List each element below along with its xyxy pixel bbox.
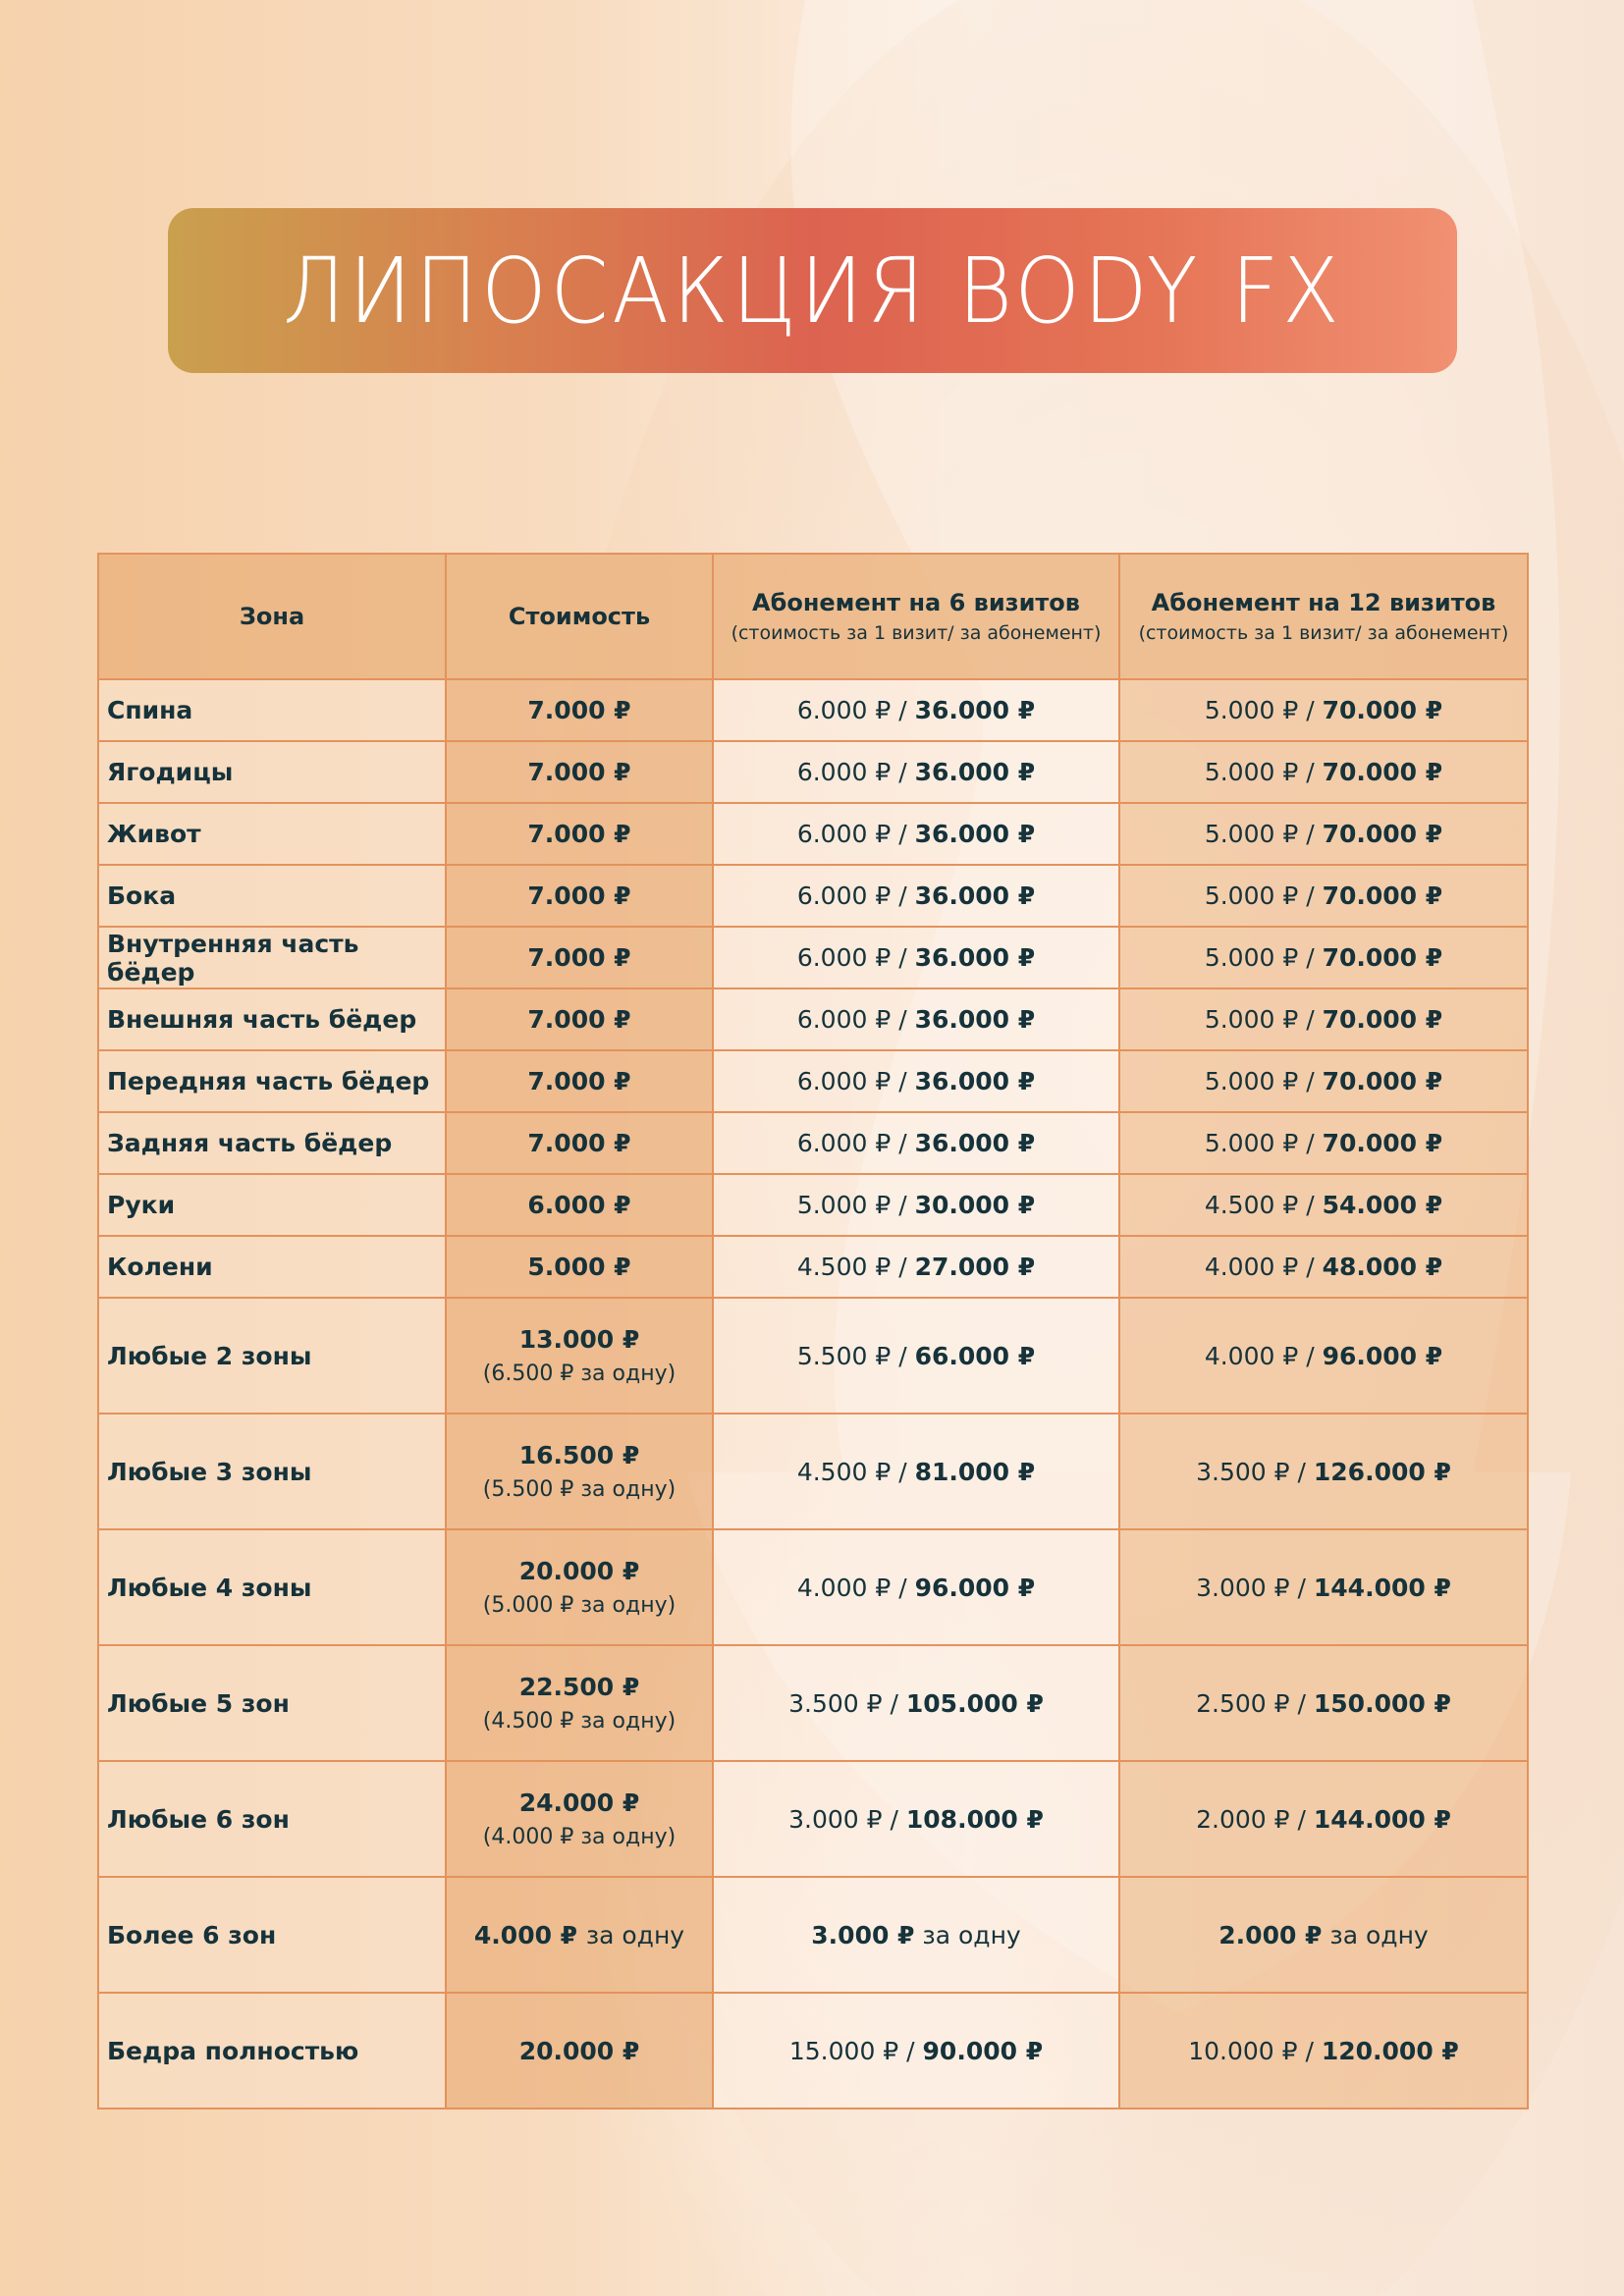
zone-label: Любые 6 зон	[107, 1804, 290, 1834]
sub12-cell: 5.000 ₽ / 70.000 ₽	[1119, 679, 1528, 741]
sub6-cell: 3.500 ₽ / 105.000 ₽	[713, 1645, 1119, 1761]
sub12-cell-total: 70.000 ₽	[1322, 1067, 1443, 1095]
sub6-cell: 6.000 ₽ / 36.000 ₽	[713, 927, 1119, 988]
table-row	[98, 1298, 1528, 1414]
sub12-cell-total: 48.000 ₽	[1322, 1253, 1443, 1281]
price-table	[97, 553, 1529, 2109]
sub6-cell: 6.000 ₽ / 36.000 ₽	[713, 988, 1119, 1050]
zone-label: Любые 5 зон	[107, 1688, 290, 1718]
zone-cell	[98, 1414, 446, 1529]
table-row	[98, 988, 1528, 1050]
sub12-cell: 4.000 ₽ / 48.000 ₽	[1119, 1236, 1528, 1298]
price-cell-value: 4.000 ₽	[473, 1920, 578, 1949]
sub6-cell-visit: 6.000 ₽	[796, 1005, 892, 1034]
zone-label: Задняя часть бёдер	[107, 1129, 393, 1157]
sub6-cell-total: 96.000 ₽	[914, 1573, 1036, 1602]
zone-label: Любые 3 зоны	[107, 1457, 312, 1486]
table-row	[98, 1050, 1528, 1112]
price-per-zone: (5.000 ₽ за одну)	[482, 1593, 677, 1618]
sub6-cell-visit: 6.000 ₽	[796, 881, 892, 910]
sub12-cell-total: 70.000 ₽	[1322, 881, 1443, 910]
zone-label: Живот	[107, 820, 201, 848]
sub12-cell-visit: 3.500 ₽	[1196, 1457, 1290, 1486]
zone-label: Бока	[107, 881, 177, 910]
price-cell	[446, 679, 713, 741]
sub6-cell-suffix: за одну	[922, 1920, 1021, 1949]
zone-cell	[98, 741, 446, 803]
price-value: 7.000 ₽	[527, 943, 631, 972]
price-cell	[446, 1236, 713, 1298]
zone-cell	[98, 1298, 446, 1414]
sub6-cell: 6.000 ₽ / 36.000 ₽	[713, 865, 1119, 927]
zone-label: Бедра полностью	[107, 2036, 359, 2065]
sub6-cell-visit: 6.000 ₽	[796, 820, 892, 848]
table-row	[98, 1529, 1528, 1645]
price-cell	[446, 1993, 713, 2109]
price-cell	[446, 1414, 713, 1529]
sub6-cell: 6.000 ₽ / 36.000 ₽	[713, 741, 1119, 803]
sub12-cell: 4.500 ₽ / 54.000 ₽	[1119, 1174, 1528, 1236]
sub6-cell-visit: 6.000 ₽	[796, 1067, 892, 1095]
price-cell	[446, 865, 713, 927]
sub12-cell: 10.000 ₽ / 120.000 ₽	[1119, 1993, 1528, 2109]
sub12-cell-total: 144.000 ₽	[1313, 1573, 1451, 1602]
sub6-cell-visit: 15.000 ₽	[788, 2036, 899, 2065]
sub12-cell-value: 2.000 ₽	[1218, 1920, 1323, 1949]
sub12-cell-total: 150.000 ₽	[1313, 1688, 1451, 1718]
price-value: 5.000 ₽	[527, 1253, 631, 1281]
table-row	[98, 803, 1528, 865]
sub6-cell: 6.000 ₽ / 36.000 ₽	[713, 1112, 1119, 1174]
sub6-cell-total: 36.000 ₽	[914, 1005, 1036, 1034]
sub6-cell: 4.000 ₽ / 96.000 ₽	[713, 1529, 1119, 1645]
price-value: 24.000 ₽	[518, 1789, 640, 1817]
sub12-cell-total: 70.000 ₽	[1322, 696, 1443, 724]
zone-cell	[98, 1174, 446, 1236]
table-row	[98, 741, 1528, 803]
price-value: 16.500 ₽	[518, 1441, 640, 1469]
sub6-cell-total: 36.000 ₽	[914, 943, 1036, 972]
zone-label: Ягодицы	[107, 758, 234, 786]
sub6-cell-total: 36.000 ₽	[914, 820, 1036, 848]
header-price: Стоимость	[446, 554, 713, 679]
sub12-cell-visit: 5.000 ₽	[1204, 1067, 1299, 1095]
sub12-cell-total: 54.000 ₽	[1322, 1191, 1443, 1219]
zone-label: Любые 2 зоны	[107, 1341, 312, 1370]
price-value: 20.000 ₽	[518, 1557, 640, 1585]
sub6-cell-value: 3.000 ₽	[811, 1920, 915, 1949]
price-cell	[446, 803, 713, 865]
title-banner	[168, 208, 1457, 373]
zone-label: Колени	[107, 1253, 213, 1281]
zone-cell	[98, 1877, 446, 1993]
sub12-cell-visit: 5.000 ₽	[1204, 1129, 1299, 1157]
table-row	[98, 1645, 1528, 1761]
sub12-cell-visit: 4.000 ₽	[1204, 1341, 1299, 1370]
price-value: 13.000 ₽	[518, 1325, 640, 1354]
sub6-cell-visit: 6.000 ₽	[796, 758, 892, 786]
sub6-cell: 3.000 ₽ / 108.000 ₽	[713, 1761, 1119, 1877]
sub6-cell: 15.000 ₽ / 90.000 ₽	[713, 1993, 1119, 2109]
sub12-cell-visit: 5.000 ₽	[1204, 943, 1299, 972]
sub6-cell-total: 105.000 ₽	[905, 1688, 1044, 1718]
sub6-cell: 6.000 ₽ / 36.000 ₽	[713, 1050, 1119, 1112]
price-per-zone: (4.500 ₽ за одну)	[482, 1709, 677, 1734]
zone-cell	[98, 1761, 446, 1877]
sub12-cell-visit: 5.000 ₽	[1204, 820, 1299, 848]
sub12-cell-total: 70.000 ₽	[1322, 1129, 1443, 1157]
sub12-cell-total: 70.000 ₽	[1322, 758, 1443, 786]
sub6-cell	[713, 1877, 1119, 1993]
sub12-cell: 5.000 ₽ / 70.000 ₽	[1119, 1050, 1528, 1112]
price-cell	[446, 927, 713, 988]
sub12-cell-total: 144.000 ₽	[1313, 1804, 1451, 1834]
sub12-cell-visit: 4.000 ₽	[1204, 1253, 1299, 1281]
sub6-cell: 5.500 ₽ / 66.000 ₽	[713, 1298, 1119, 1414]
sub6-cell-total: 36.000 ₽	[914, 1067, 1036, 1095]
zone-label: Внутренняя часть бёдер	[107, 929, 359, 987]
price-value: 20.000 ₽	[518, 2036, 640, 2065]
sub12-cell-suffix: за одну	[1329, 1920, 1429, 1949]
sub12-cell-visit: 5.000 ₽	[1204, 1005, 1299, 1034]
sub6-cell-total: 36.000 ₽	[914, 758, 1036, 786]
sub12-cell: 5.000 ₽ / 70.000 ₽	[1119, 803, 1528, 865]
sub6-cell: 6.000 ₽ / 36.000 ₽	[713, 679, 1119, 741]
header-zone: Зона	[98, 554, 446, 679]
price-cell	[446, 741, 713, 803]
table-row	[98, 1761, 1528, 1877]
header-sub12: Абонемент на 12 визитов (стоимость за 1 визит/ за абонемент)	[1119, 554, 1528, 679]
price-cell	[446, 1761, 713, 1877]
sub12-cell: 2.000 ₽ / 144.000 ₽	[1119, 1761, 1528, 1877]
sub12-cell: 3.500 ₽ / 126.000 ₽	[1119, 1414, 1528, 1529]
sub12-cell: 5.000 ₽ / 70.000 ₽	[1119, 1112, 1528, 1174]
sub12-cell-visit: 4.500 ₽	[1204, 1191, 1299, 1219]
price-value: 7.000 ₽	[527, 758, 631, 786]
table-row	[98, 865, 1528, 927]
sub12-cell-visit: 10.000 ₽	[1188, 2036, 1298, 2065]
sub12-cell-total: 120.000 ₽	[1321, 2036, 1459, 2065]
zone-cell	[98, 1236, 446, 1298]
sub6-cell-visit: 4.500 ₽	[796, 1457, 892, 1486]
sub6-cell-total: 66.000 ₽	[914, 1341, 1036, 1370]
sub6-cell: 5.000 ₽ / 30.000 ₽	[713, 1174, 1119, 1236]
sub6-cell-total: 30.000 ₽	[914, 1191, 1036, 1219]
zone-label: Спина	[107, 696, 193, 724]
price-per-zone: (6.500 ₽ за одну)	[482, 1362, 677, 1386]
sub12-cell-visit: 5.000 ₽	[1204, 696, 1299, 724]
zone-cell	[98, 1645, 446, 1761]
sub6-cell-total: 36.000 ₽	[914, 881, 1036, 910]
sub12-cell: 4.000 ₽ / 96.000 ₽	[1119, 1298, 1528, 1414]
sub6-cell-total: 36.000 ₽	[914, 1129, 1036, 1157]
price-per-zone: (5.500 ₽ за одну)	[482, 1477, 677, 1502]
table-header-row	[98, 554, 1528, 679]
sub12-cell: 2.500 ₽ / 150.000 ₽	[1119, 1645, 1528, 1761]
sub6-cell-total: 81.000 ₽	[914, 1457, 1036, 1486]
table-row	[98, 1236, 1528, 1298]
sub6-cell: 4.500 ₽ / 27.000 ₽	[713, 1236, 1119, 1298]
price-cell	[446, 1529, 713, 1645]
header-sub12-note: (стоимость за 1 визит/ за абонемент)	[1138, 622, 1509, 644]
sub12-cell-visit: 3.000 ₽	[1196, 1573, 1290, 1602]
zone-cell	[98, 988, 446, 1050]
price-cell-suffix: за одну	[585, 1920, 685, 1949]
header-sub6: Абонемент на 6 визитов (стоимость за 1 визит/ за абонемент)	[713, 554, 1119, 679]
zone-label: Руки	[107, 1191, 176, 1219]
sub12-cell-visit: 5.000 ₽	[1204, 758, 1299, 786]
table-row	[98, 927, 1528, 988]
zone-cell	[98, 679, 446, 741]
sub12-cell: 5.000 ₽ / 70.000 ₽	[1119, 741, 1528, 803]
sub6-cell-visit: 3.000 ₽	[788, 1804, 883, 1834]
zone-cell	[98, 865, 446, 927]
table-row	[98, 1993, 1528, 2109]
price-value: 6.000 ₽	[527, 1191, 631, 1219]
sub12-cell-total: 126.000 ₽	[1313, 1457, 1451, 1486]
sub6-cell: 4.500 ₽ / 81.000 ₽	[713, 1414, 1119, 1529]
zone-cell	[98, 1993, 446, 2109]
price-per-zone: (4.000 ₽ за одну)	[482, 1825, 677, 1849]
sub6-cell-total: 108.000 ₽	[905, 1804, 1044, 1834]
price-value: 7.000 ₽	[527, 881, 631, 910]
sub12-cell	[1119, 1877, 1528, 1993]
price-value: 7.000 ₽	[527, 1067, 631, 1095]
price-value: 22.500 ₽	[518, 1673, 640, 1701]
sub6-cell-visit: 6.000 ₽	[796, 943, 892, 972]
price-cell	[446, 1050, 713, 1112]
table-row	[98, 1414, 1528, 1529]
sub6-cell: 6.000 ₽ / 36.000 ₽	[713, 803, 1119, 865]
zone-cell	[98, 927, 446, 988]
sub12-cell-visit: 5.000 ₽	[1204, 881, 1299, 910]
sub6-cell-visit: 5.000 ₽	[796, 1191, 892, 1219]
sub12-cell-visit: 2.000 ₽	[1196, 1804, 1290, 1834]
table-row	[98, 1877, 1528, 1993]
sub12-cell: 3.000 ₽ / 144.000 ₽	[1119, 1529, 1528, 1645]
price-cell	[446, 1112, 713, 1174]
price-value: 7.000 ₽	[527, 696, 631, 724]
sub6-cell-total: 36.000 ₽	[914, 696, 1036, 724]
sub6-cell-visit: 5.500 ₽	[796, 1341, 892, 1370]
zone-cell	[98, 1112, 446, 1174]
zone-label: Более 6 зон	[107, 1920, 277, 1949]
sub6-cell-visit: 4.000 ₽	[796, 1573, 892, 1602]
sub12-cell: 5.000 ₽ / 70.000 ₽	[1119, 865, 1528, 927]
table-row	[98, 1112, 1528, 1174]
sub12-cell-total: 70.000 ₽	[1322, 1005, 1443, 1034]
sub6-cell-visit: 6.000 ₽	[796, 696, 892, 724]
sub12-cell-total: 70.000 ₽	[1322, 820, 1443, 848]
price-cell	[446, 988, 713, 1050]
zone-label: Передняя часть бёдер	[107, 1067, 430, 1095]
sub6-cell-visit: 6.000 ₽	[796, 1129, 892, 1157]
sub6-cell-total: 90.000 ₽	[922, 2036, 1044, 2065]
price-value: 7.000 ₽	[527, 820, 631, 848]
header-sub6-note: (стоимость за 1 визит/ за абонемент)	[731, 622, 1102, 644]
page-title: ЛИПОСАКЦИЯ BODY FX	[282, 238, 1343, 344]
zone-cell	[98, 803, 446, 865]
sub6-cell-visit: 3.500 ₽	[788, 1688, 883, 1718]
table-row	[98, 679, 1528, 741]
price-cell	[446, 1645, 713, 1761]
sub12-cell-visit: 2.500 ₽	[1196, 1688, 1290, 1718]
zone-label: Любые 4 зоны	[107, 1573, 312, 1602]
price-cell	[446, 1877, 713, 1993]
sub12-cell-total: 96.000 ₽	[1322, 1341, 1443, 1370]
table-row	[98, 1174, 1528, 1236]
sub12-cell-total: 70.000 ₽	[1322, 943, 1443, 972]
sub6-cell-visit: 4.500 ₽	[796, 1253, 892, 1281]
zone-cell	[98, 1529, 446, 1645]
price-value: 7.000 ₽	[527, 1005, 631, 1034]
sub6-cell-total: 27.000 ₽	[914, 1253, 1036, 1281]
price-cell	[446, 1298, 713, 1414]
price-value: 7.000 ₽	[527, 1129, 631, 1157]
sub12-cell: 5.000 ₽ / 70.000 ₽	[1119, 927, 1528, 988]
sub12-cell: 5.000 ₽ / 70.000 ₽	[1119, 988, 1528, 1050]
zone-cell	[98, 1050, 446, 1112]
price-cell	[446, 1174, 713, 1236]
zone-label: Внешняя часть бёдер	[107, 1005, 417, 1034]
